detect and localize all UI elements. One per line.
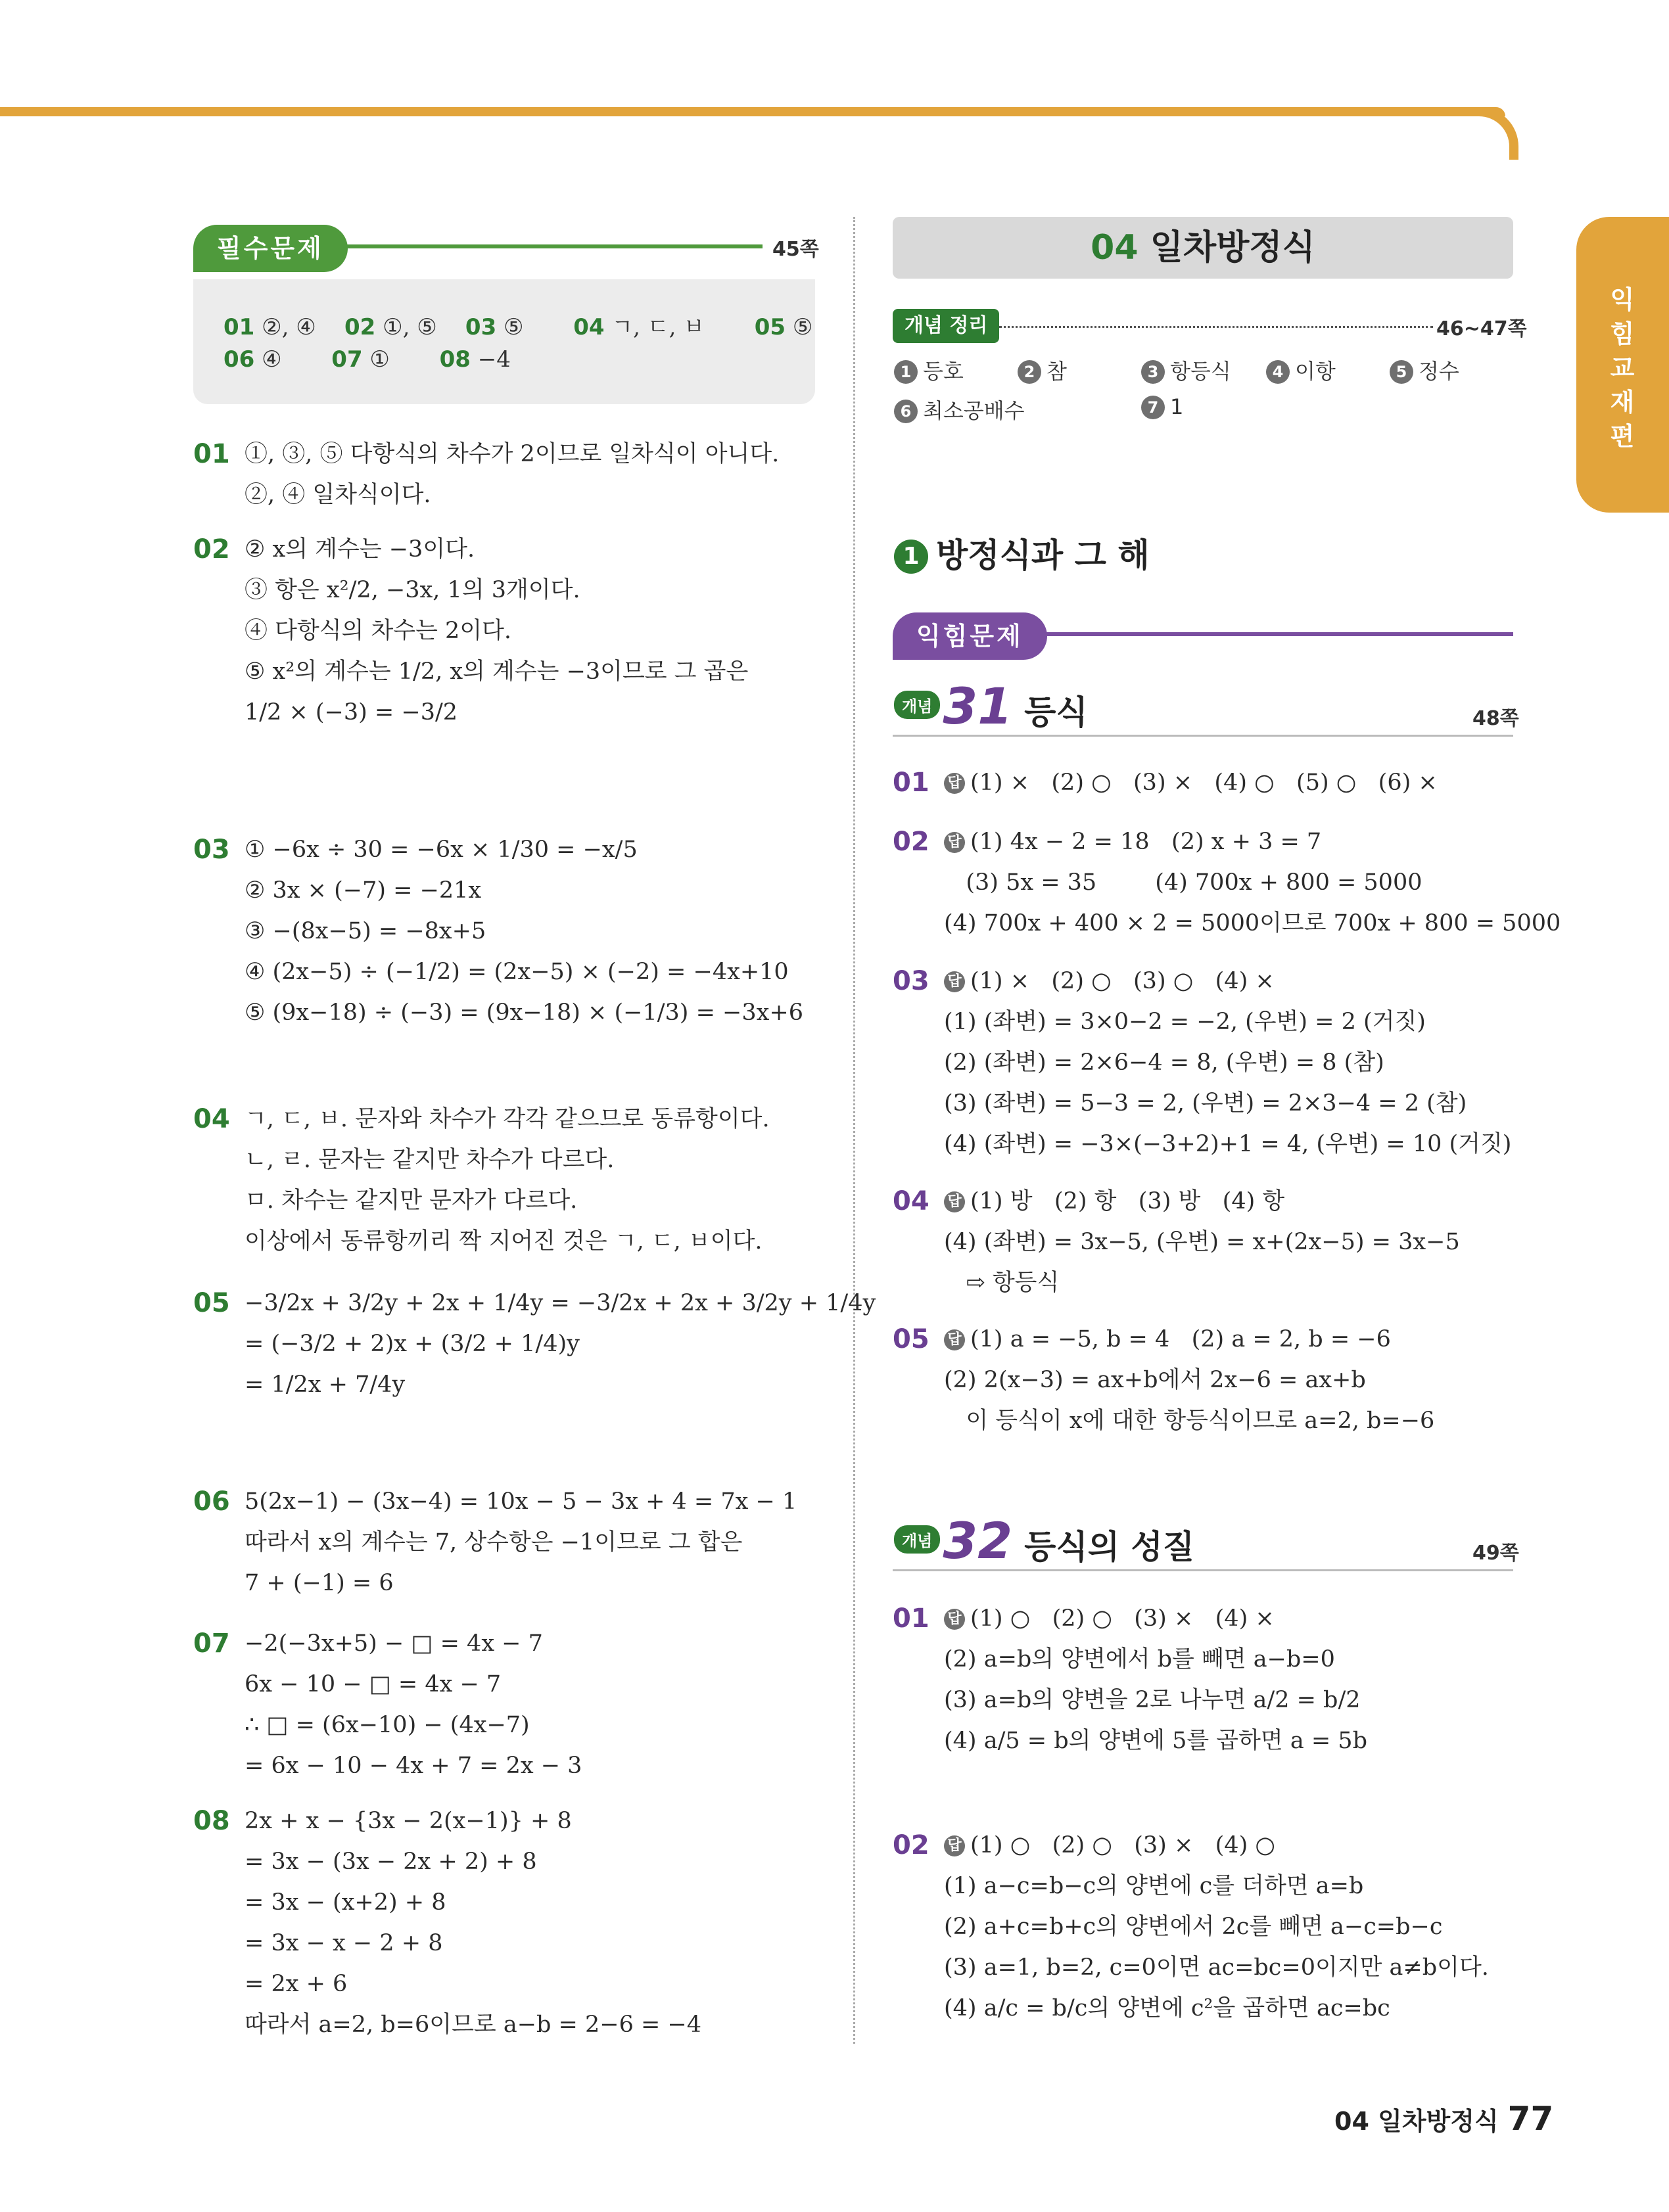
left-banner-line bbox=[342, 244, 763, 248]
chapter-title: 04 일차방정식 bbox=[893, 217, 1513, 279]
right-banner: 익힘문제 bbox=[893, 612, 1047, 660]
item-number: 07 bbox=[193, 1628, 230, 1659]
section-title: 1 방정식과 그 해 bbox=[894, 529, 1150, 576]
solution-text: 이상에서 동류항끼리 짝 지어진 것은 ㄱ, ㄷ, ㅂ이다. bbox=[245, 1228, 763, 1255]
concept-31-page: 48쪽 bbox=[1472, 707, 1519, 730]
solution-text: ④ 다항식의 차수는 2이다. bbox=[245, 618, 512, 644]
solution-line bbox=[245, 2004, 701, 2045]
item-number: 05 bbox=[893, 1324, 929, 1354]
keyword-2: 2 참 bbox=[1018, 355, 1067, 385]
solution-text: ③ 항은 x²/2, −3x, 1의 3개이다. bbox=[245, 577, 580, 603]
solution-line bbox=[944, 1988, 1390, 2029]
solution-text: (4) (좌변) = −3×(−3+2)+1 = 4, (우변) = 10 (거짓) bbox=[944, 1131, 1512, 1157]
solution-line bbox=[245, 829, 638, 870]
item-number: 03 bbox=[193, 835, 230, 865]
right-banner-line bbox=[1045, 632, 1513, 636]
solution-text: ③ −(8x−5) = −8x+5 bbox=[245, 918, 486, 944]
item-number: 08 bbox=[193, 1806, 230, 1836]
solution-line bbox=[944, 1083, 1467, 1124]
keyword-6: 6 최소공배수 bbox=[894, 394, 1025, 425]
solution-line bbox=[245, 434, 779, 474]
solution-text: (3) (좌변) = 5−3 = 2, (우변) = 2×3−4 = 2 (참) bbox=[944, 1090, 1467, 1117]
solution-line bbox=[944, 1262, 1059, 1303]
solution-line bbox=[245, 1745, 582, 1786]
solution-text: −3/2x + 3/2y + 2x + 1/4y = −3/2x + 2x + 3/2y + 1/4y bbox=[245, 1290, 876, 1316]
solution-line bbox=[944, 1866, 1363, 1906]
solution-line bbox=[944, 1639, 1335, 1680]
solution-line bbox=[944, 1360, 1366, 1400]
keyword-7: 7 1 bbox=[1141, 394, 1183, 419]
solution-text: ①, ③, ⑤ 다항식의 차수가 2이므로 일차식이 아니다. bbox=[245, 441, 780, 467]
solution-text: (4) a/c = b/c의 양변에 c²을 곱하면 ac=bc bbox=[944, 1995, 1390, 2021]
concept-32-page: 49쪽 bbox=[1472, 1542, 1519, 1565]
answer-summary-box bbox=[193, 279, 815, 404]
solution-line bbox=[245, 1180, 577, 1221]
answer-row-1: 01 ②, ④ 02 ①, ⑤ 03 ⑤ 04 ㄱ, ㄷ, ㅂ 05 ⑤ bbox=[223, 314, 813, 340]
item-number: 01 bbox=[893, 1603, 929, 1634]
answer-mark-icon: 답 bbox=[944, 773, 965, 794]
item-number: 02 bbox=[893, 827, 929, 857]
solution-text: = 1/2x + 7/4y bbox=[245, 1371, 406, 1398]
solution-line bbox=[944, 1598, 1275, 1639]
solution-text: (3) a=1, b=2, c=0이면 ac=bc=0이지만 a≠b이다. bbox=[944, 1954, 1489, 1981]
top-border-curve bbox=[1479, 107, 1518, 160]
solution-line bbox=[245, 911, 486, 952]
solution-text: (1) 방 (2) 항 (3) 방 (4) 항 bbox=[970, 1188, 1285, 1214]
solution-text: (1) × (2) ○ (3) × (4) ○ (5) ○ (6) × bbox=[970, 770, 1438, 796]
solution-text: ⑤ (9x−18) ÷ (−3) = (9x−18) × (−1/3) = −3x+6 bbox=[245, 1000, 803, 1026]
page-footer bbox=[1334, 2100, 1553, 2138]
answer-mark-icon: 답 bbox=[944, 1329, 965, 1350]
solution-text: −2(−3x+5) − □ = 4x − 7 bbox=[245, 1630, 543, 1657]
solution-text: (1) ○ (2) ○ (3) × (4) ○ bbox=[970, 1832, 1275, 1858]
keyword-1: 1 등호 bbox=[894, 355, 964, 385]
solution-text: (4) (좌변) = 3x−5, (우변) = x+(2x−5) = 3x−5 bbox=[944, 1229, 1460, 1255]
solution-text: = 3x − (x+2) + 8 bbox=[245, 1889, 446, 1916]
solution-line bbox=[944, 903, 1561, 944]
solution-text: 6x − 10 − □ = 4x − 7 bbox=[245, 1671, 502, 1697]
solution-line bbox=[944, 1825, 1275, 1866]
solution-text: (1) a = −5, b = 4 (2) a = 2, b = −6 bbox=[970, 1326, 1391, 1352]
solution-text: = 3x − x − 2 + 8 bbox=[245, 1930, 443, 1956]
keyword-3: 3 항등식 bbox=[1141, 355, 1231, 385]
solution-line bbox=[245, 1221, 762, 1262]
solution-line bbox=[245, 570, 580, 611]
side-tab-label: 익힘교재편 bbox=[1610, 285, 1635, 451]
solution-text: 1/2 × (−3) = −3/2 bbox=[245, 699, 458, 726]
top-border-line bbox=[0, 107, 1505, 116]
item-number: 06 bbox=[193, 1486, 230, 1517]
item-number: 01 bbox=[193, 439, 230, 469]
solution-text: ② 3x × (−7) = −21x bbox=[245, 877, 482, 904]
concept-31-rule bbox=[893, 735, 1513, 737]
solution-line bbox=[245, 474, 431, 515]
dotted-leader bbox=[999, 326, 1433, 328]
solution-line bbox=[245, 1801, 572, 1841]
concept-31-head: 개념 31 등식 bbox=[894, 677, 1088, 735]
solution-text: ∴ □ = (6x−10) − (4x−7) bbox=[245, 1712, 530, 1738]
solution-text: 이 등식이 x에 대한 항등식이므로 a=2, b=−6 bbox=[944, 1408, 1435, 1434]
solution-text: 따라서 a=2, b=6이므로 a−b = 2−6 = −4 bbox=[245, 2012, 702, 2038]
solution-line bbox=[245, 1522, 742, 1563]
solution-text: (2) a+c=b+c의 양변에서 2c를 빼면 a−c=b−c bbox=[944, 1914, 1443, 1940]
solution-line bbox=[245, 992, 803, 1033]
solution-line bbox=[944, 862, 1422, 903]
solution-text: = 2x + 6 bbox=[245, 1971, 348, 1997]
column-divider bbox=[853, 217, 855, 2044]
solution-text: ㄱ, ㄷ, ㅂ. 문자와 차수가 각각 같으므로 동류항이다. bbox=[245, 1106, 770, 1132]
solution-text: (2) (좌변) = 2×6−4 = 8, (우변) = 8 (참) bbox=[944, 1049, 1384, 1076]
solution-text: = (−3/2 + 2)x + (3/2 + 1/4)y bbox=[245, 1331, 580, 1357]
solution-text: ② x의 계수는 −3이다. bbox=[245, 536, 475, 563]
answer-mark-icon: 답 bbox=[944, 971, 965, 992]
keyword-4: 4 이항 bbox=[1266, 355, 1336, 385]
solution-line bbox=[245, 1140, 614, 1180]
solution-text: (2) a=b의 양변에서 b를 빼면 a−b=0 bbox=[944, 1646, 1335, 1672]
solution-line bbox=[245, 529, 475, 570]
solution-text: 2x + x − {3x − 2(x−1)} + 8 bbox=[245, 1808, 572, 1834]
solution-line bbox=[245, 1099, 770, 1140]
solution-line bbox=[944, 1222, 1460, 1262]
solution-line bbox=[944, 1124, 1511, 1164]
solution-text: ㅁ. 차수는 같지만 문자가 다르다. bbox=[245, 1187, 578, 1214]
solution-line bbox=[944, 1042, 1384, 1083]
solution-line bbox=[944, 1002, 1426, 1042]
solution-text: 7 + (−1) = 6 bbox=[245, 1570, 394, 1596]
answer-mark-icon: 답 bbox=[944, 832, 965, 853]
keyword-5: 5 정수 bbox=[1390, 355, 1459, 385]
solution-line bbox=[944, 1400, 1434, 1441]
solution-text: (3) 5x = 35 (4) 700x + 800 = 5000 bbox=[944, 869, 1422, 896]
solution-text: = 6x − 10 − 4x + 7 = 2x − 3 bbox=[245, 1753, 582, 1779]
solution-line bbox=[944, 1680, 1361, 1720]
solution-line bbox=[944, 1319, 1391, 1360]
answer-mark-icon: 답 bbox=[944, 1609, 965, 1630]
solution-line bbox=[245, 1623, 543, 1664]
solution-text: (4) 700x + 400 × 2 = 5000이므로 700x + 800 = 5000 bbox=[944, 910, 1561, 936]
solution-text: (1) (좌변) = 3×0−2 = −2, (우변) = 2 (거짓) bbox=[944, 1009, 1426, 1035]
footer-chapter: 04 일차방정식 bbox=[1334, 2107, 1499, 2136]
solution-text: ④ (2x−5) ÷ (−1/2) = (2x−5) × (−2) = −4x+10 bbox=[245, 959, 789, 985]
solution-line bbox=[944, 1947, 1489, 1988]
solution-line bbox=[944, 1906, 1442, 1947]
solution-text: (1) × (2) ○ (3) ○ (4) × bbox=[970, 968, 1275, 994]
solution-text: ⇨ 항등식 bbox=[944, 1270, 1060, 1296]
answer-row-2: 06 ④ 07 ① 08 −4 bbox=[223, 346, 511, 373]
solution-line bbox=[245, 651, 748, 692]
solution-line bbox=[944, 961, 1275, 1002]
solution-text: (1) ○ (2) ○ (3) × (4) × bbox=[970, 1605, 1275, 1632]
solution-text: 따라서 x의 계수는 7, 상수항은 −1이므로 그 합은 bbox=[245, 1529, 743, 1555]
solution-line bbox=[245, 1841, 537, 1882]
item-number: 04 bbox=[893, 1186, 929, 1216]
solution-line bbox=[245, 611, 511, 651]
item-number: 02 bbox=[893, 1830, 929, 1860]
solution-line bbox=[245, 1283, 876, 1324]
solution-text: = 3x − (3x − 2x + 2) + 8 bbox=[245, 1849, 537, 1875]
solution-text: (2) 2(x−3) = ax+b에서 2x−6 = ax+b bbox=[944, 1367, 1366, 1393]
left-banner: 필수문제 bbox=[193, 225, 348, 272]
solution-line bbox=[245, 1705, 530, 1745]
solution-line bbox=[245, 1664, 501, 1705]
solution-text: (1) 4x − 2 = 18 (2) x + 3 = 7 bbox=[970, 829, 1322, 855]
item-number: 03 bbox=[893, 966, 929, 996]
solution-text: (3) a=b의 양변을 2로 나누면 a/2 = b/2 bbox=[944, 1687, 1361, 1713]
solution-line bbox=[245, 692, 458, 733]
solution-text: ㄴ, ㄹ. 문자는 같지만 차수가 다르다. bbox=[245, 1147, 615, 1173]
solution-text: ⑤ x²의 계수는 1/2, x의 계수는 −3이므로 그 곱은 bbox=[245, 658, 749, 685]
solution-text: 5(2x−1) − (3x−4) = 10x − 5 − 3x + 4 = 7x − 1 bbox=[245, 1488, 797, 1515]
solution-text: ②, ④ 일차식이다. bbox=[245, 482, 431, 508]
solution-line bbox=[944, 1181, 1284, 1222]
answer-mark-icon: 답 bbox=[944, 1191, 965, 1212]
item-number: 05 bbox=[193, 1288, 230, 1318]
solution-line bbox=[245, 1964, 347, 2004]
solution-line bbox=[245, 1481, 797, 1522]
solution-line bbox=[245, 952, 789, 992]
item-number: 04 bbox=[193, 1104, 230, 1134]
concept-32-head: 개념 32 등식의 성질 bbox=[894, 1511, 1194, 1570]
page-number: 77 bbox=[1507, 2100, 1554, 2138]
solution-line bbox=[245, 1882, 446, 1923]
concept-32-rule bbox=[893, 1569, 1513, 1571]
solution-text: (1) a−c=b−c의 양변에 c를 더하면 a=b bbox=[944, 1873, 1364, 1899]
solution-line bbox=[944, 1720, 1367, 1761]
concept-summary-tag: 개념 정리 bbox=[893, 309, 999, 343]
item-number: 01 bbox=[893, 768, 929, 798]
solution-line bbox=[245, 1563, 394, 1603]
left-page-ref: 45쪽 bbox=[772, 238, 819, 261]
answer-mark-icon: 답 bbox=[944, 1835, 965, 1856]
solution-line bbox=[944, 821, 1321, 862]
solution-text: (4) a/5 = b의 양변에 5를 곱하면 a = 5b bbox=[944, 1728, 1367, 1754]
solution-line bbox=[245, 870, 481, 911]
solution-line bbox=[944, 762, 1438, 803]
solution-line bbox=[245, 1923, 442, 1964]
item-number: 02 bbox=[193, 534, 230, 565]
concept-pages: 46~47쪽 bbox=[1436, 317, 1527, 340]
solution-line bbox=[245, 1324, 580, 1364]
solution-text: ① −6x ÷ 30 = −6x × 1/30 = −x/5 bbox=[245, 837, 638, 863]
solution-line bbox=[245, 1364, 405, 1405]
